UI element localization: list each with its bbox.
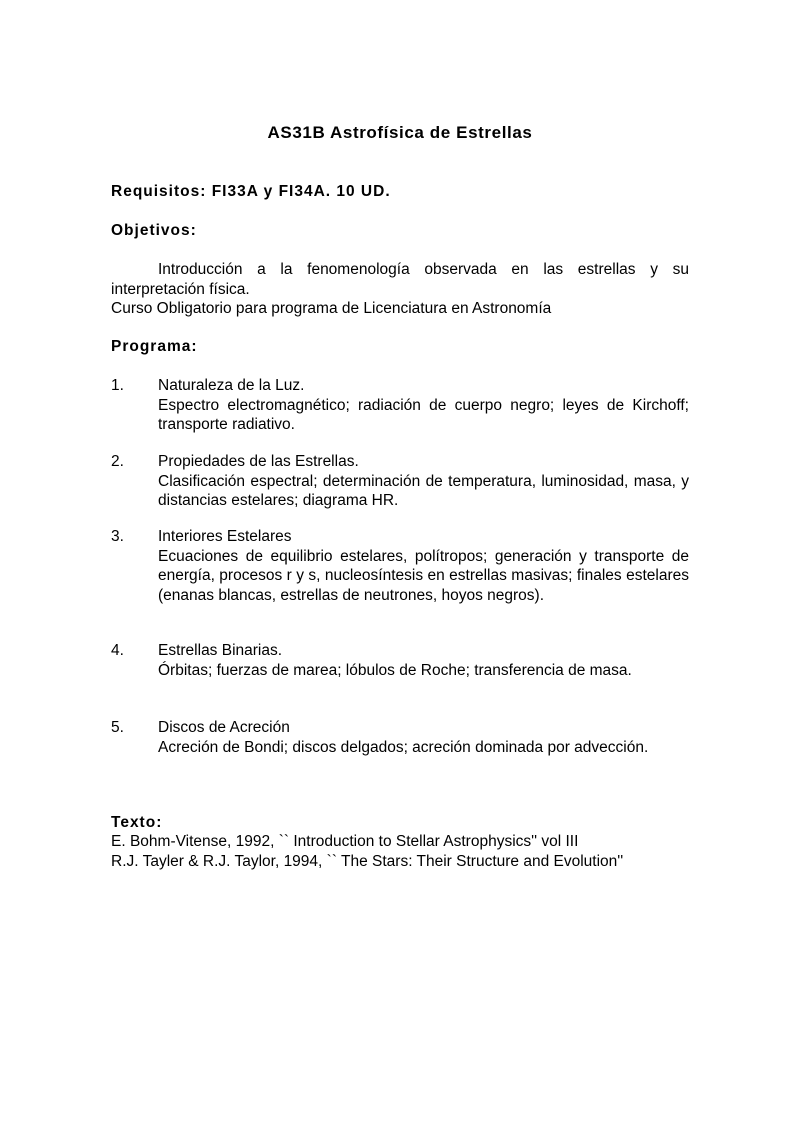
item-title: Estrellas Binarias. [158, 642, 283, 659]
programa-heading: Programa: [111, 338, 198, 355]
texto-references [111, 832, 689, 871]
programa-item-4 [111, 641, 689, 680]
programa-item-1 [111, 376, 689, 435]
item-description: Espectro electromagnético; radiación de cuerpo negro; leyes de Kirchoff; transporte radiativo. [158, 396, 689, 433]
item-number: 3. [111, 528, 124, 545]
objetivos-heading: Objetivos: [111, 222, 197, 239]
item-number: 5. [111, 719, 124, 736]
item-description: Ecuaciones de equilibrio estelares, polítropos; generación y transporte de energía, procesos r y s, nucleosíntesis en estrellas masivas; finales estelares (enanas blancas, estrellas de neutrones, hoyos negros). [158, 547, 689, 604]
item-title: Naturaleza de la Luz. [158, 377, 305, 394]
programa-item-2 [111, 452, 689, 511]
item-description: Órbitas; fuerzas de marea; lóbulos de Roche; transferencia de masa. [158, 661, 632, 679]
reference-item: R.J. Tayler & R.J. Taylor, 1994, `` The Stars: Their Structure and Evolution'' [111, 852, 624, 870]
item-title: Propiedades de las Estrellas. [158, 453, 359, 470]
page-title: AS31B Astrofísica de Estrellas [267, 123, 533, 142]
item-description: Clasificación espectral; determinación de temperatura, luminosidad, masa, y distancias estelares; diagrama HR. [158, 472, 689, 509]
reference-item: E. Bohm-Vitense, 1992, `` Introduction to Stellar Astrophysics'' vol III [111, 833, 579, 850]
texto-heading: Texto: [111, 814, 163, 831]
objetivos-section [111, 260, 689, 319]
programa-item-5 [111, 718, 689, 757]
item-description: Acreción de Bondi; discos delgados; acreción dominada por advección. [158, 738, 649, 756]
requisitos: Requisitos: FI33A y FI34A. 10 UD. [111, 183, 391, 200]
item-title: Interiores Estelares [158, 528, 292, 545]
objetivos-note: Curso Obligatorio para programa de Licenciatura en Astronomía [111, 300, 552, 317]
item-number: 4. [111, 642, 124, 659]
item-number: 2. [111, 453, 124, 470]
item-number: 1. [111, 377, 124, 394]
objetivos-paragraph: Introducción a la fenomenología observada en las estrellas y su interpretación física. [111, 261, 689, 298]
programa-item-3 [111, 527, 689, 605]
item-title: Discos de Acreción [158, 719, 290, 736]
